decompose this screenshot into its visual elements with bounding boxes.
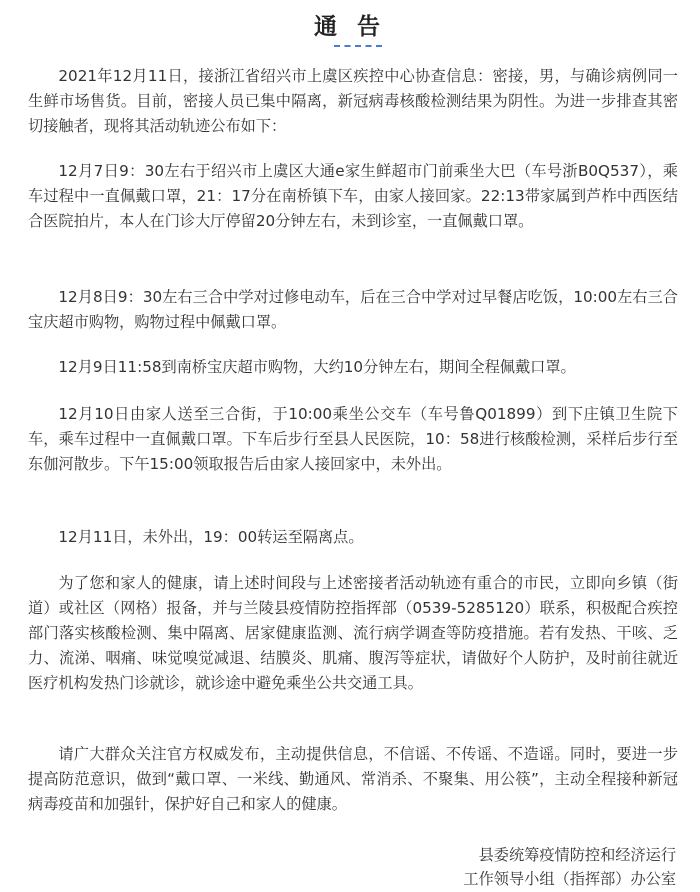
paragraph-dec-10: 12月10日由家人送至三合街，于10:00乘坐公交车（车号鲁Q01899）到下庄镇卫生院下车，乘车过程中一直佩戴口罩。下车后步行至县人民医院，10：58进行核酸检测，采样后步行至东伽河散步。下午15:00领取报告后由家人接回家中，未外出。 — [28, 405, 678, 473]
notice-title: 通 告 — [313, 14, 386, 40]
signature-line-1: 县委统筹疫情防控和经济运行 — [478, 846, 676, 864]
signature-line-2: 工作领导小组（指挥部）办公室 — [463, 870, 676, 888]
title-underline-decoration — [334, 45, 382, 47]
paragraph-public-appeal: 请广大群众关注官方权威发布，主动提供信息，不信谣、不传谣、不造谣。同时，要进一步提高防范意识，做到“戴口罩、一米线、勤通风、常消杀、不聚集、用公筷”，主动全程接种新冠病毒疫苗和加强针，保护好自己和家人的健康。 — [28, 745, 678, 813]
paragraph-dec-9: 12月9日11:58到南桥宝庆超市购物，大约10分钟左右，期间全程佩戴口罩。 — [58, 358, 576, 376]
paragraph-dec-7: 12月7日9：30左右于绍兴市上虞区大通e家生鲜超市门前乘坐大巴（车号浙B0Q537），乘车过程中一直佩戴口罩，21：17分在南桥镇下车，由家人接回家。22:13带家属到芦柞中西医结合医院拍片，本人在门诊大厅停留20分钟左右，未到诊室，一直佩戴口罩。 — [28, 162, 678, 230]
paragraph-dec-11: 12月11日，未外出，19：00转运至隔离点。 — [58, 528, 364, 546]
paragraph-health-notice: 为了您和家人的健康，请上述时间段与上述密接者活动轨迹有重合的市民，立即向乡镇（街道）或社区（网格）报备，并与兰陵县疫情防控指挥部（0539-5285120）联系，积极配合疾控部门落实核酸检测、集中隔离、居家健康监测、流行病学调查等防疫措施。若有发热、干咳、乏力、流涕、咽痛、味觉嗅觉减退、结膜炎、肌痛、腹泻等症状，请做好个人防护，及时前往就近医疗机构发热门诊就诊，就诊途中避免乘坐公共交通工具。 — [28, 574, 678, 692]
paragraph-intro: 2021年12月11日，接浙江省绍兴市上虞区疾控中心协查信息：密接，男，与确诊病例同一生鲜市场售货。目前，密接人员已集中隔离，新冠病毒核酸检测结果为阴性。为进一步排查其密切接触者，现将其活动轨迹公布如下： — [28, 67, 678, 135]
paragraph-dec-8: 12月8日9：30左右三合中学对过修电动车，后在三合中学对过早餐店吃饭，10:00左右三合宝庆超市购物，购物过程中佩戴口罩。 — [28, 288, 678, 331]
